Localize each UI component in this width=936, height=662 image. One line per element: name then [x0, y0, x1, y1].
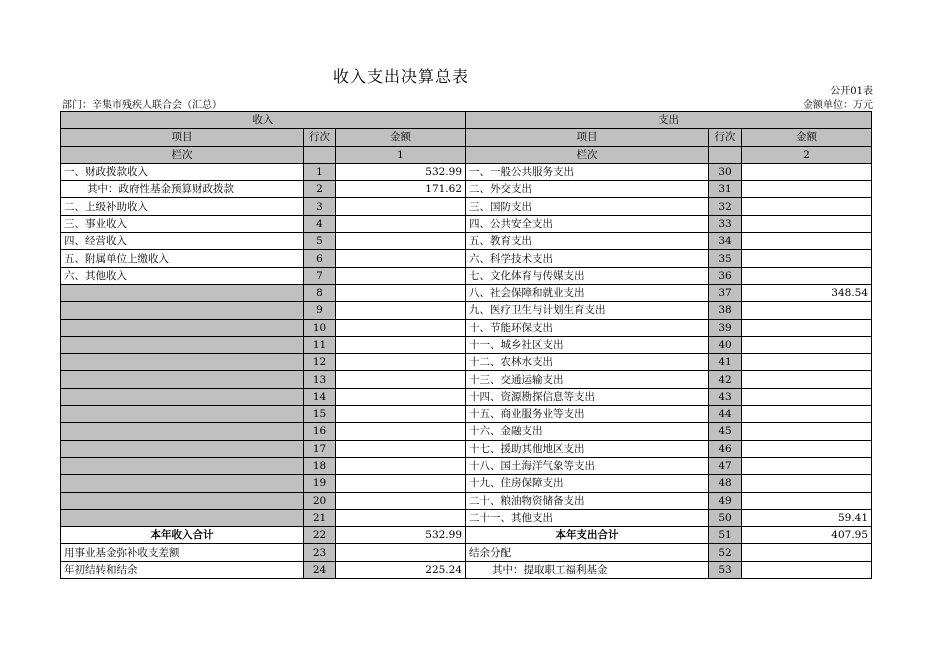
- expense-amount-cell: [742, 388, 872, 405]
- table-body: [61, 163, 872, 578]
- expense-item-cell: 十、节能环保支出: [466, 319, 709, 336]
- expense-amount-cell: [742, 181, 872, 198]
- table-row: [61, 544, 872, 561]
- income-amount-cell: [336, 354, 466, 371]
- income-item-cell: 本年收入合计: [61, 527, 304, 544]
- income-line-cell: 2: [304, 181, 336, 198]
- income-line-cell: 18: [304, 457, 336, 474]
- income-amount-cell: [336, 336, 466, 353]
- expense-amount-cell: [742, 406, 872, 423]
- table-row: [61, 233, 872, 250]
- income-line-cell: 24: [304, 561, 336, 578]
- expense-amount-cell: [742, 423, 872, 440]
- expense-amount-cell: [742, 267, 872, 284]
- table-row: [61, 336, 872, 353]
- income-line-cell: 10: [304, 319, 336, 336]
- income-item-cell: [61, 388, 304, 405]
- income-amount-cell: [336, 215, 466, 232]
- table-row: [61, 388, 872, 405]
- table-row: [61, 440, 872, 457]
- expense-line-cell: 49: [709, 492, 742, 509]
- expense-item-cell: 六、科学技术支出: [466, 250, 709, 267]
- expense-line-cell: 33: [709, 215, 742, 232]
- expense-amount-cell: [742, 215, 872, 232]
- table-row: [61, 181, 872, 198]
- income-item-cell: [61, 406, 304, 423]
- table-row: [61, 267, 872, 284]
- income-line-cell: 9: [304, 302, 336, 319]
- income-item-cell: [61, 371, 304, 388]
- expense-item-cell: 九、医疗卫生与计划生育支出: [466, 302, 709, 319]
- expense-amount-cell: [742, 163, 872, 180]
- income-line-cell: 4: [304, 215, 336, 232]
- income-line-cell: 22: [304, 527, 336, 544]
- income-item-cell: [61, 319, 304, 336]
- income-item-cell: [61, 284, 304, 301]
- income-item-header: 项目: [61, 129, 304, 146]
- income-section-header: 收入: [61, 112, 466, 129]
- income-item-cell: [61, 440, 304, 457]
- expense-line-cell: 41: [709, 354, 742, 371]
- expense-item-cell: 十八、国土海洋气象等支出: [466, 457, 709, 474]
- expense-line-cell: 48: [709, 475, 742, 492]
- table-row: [61, 163, 872, 180]
- expense-line-cell: 51: [709, 527, 742, 544]
- table-row: [61, 492, 872, 509]
- expense-column-blank: [709, 146, 742, 163]
- income-line-cell: 21: [304, 509, 336, 526]
- income-item-cell: [61, 475, 304, 492]
- income-column-number: 1: [336, 146, 466, 163]
- expense-line-cell: 47: [709, 457, 742, 474]
- table-row: [61, 354, 872, 371]
- expense-amount-cell: [742, 457, 872, 474]
- income-item-cell: [61, 336, 304, 353]
- income-line-cell: 15: [304, 406, 336, 423]
- income-amount-cell: [336, 250, 466, 267]
- table-row: [61, 457, 872, 474]
- income-amount-cell: [336, 509, 466, 526]
- expense-item-cell: 八、社会保障和就业支出: [466, 284, 709, 301]
- form-id-label: 公开01表: [830, 86, 873, 97]
- expense-line-cell: 50: [709, 509, 742, 526]
- income-item-cell: 用事业基金弥补收支差额: [61, 544, 304, 561]
- income-line-cell: 6: [304, 250, 336, 267]
- income-amount-cell: 171.62: [336, 181, 466, 198]
- income-line-cell: 1: [304, 163, 336, 180]
- department-label: 部门：辛集市残疾人联合会（汇总）: [62, 100, 222, 111]
- table-row: [61, 198, 872, 215]
- income-amount-cell: [336, 198, 466, 215]
- table-row: [61, 371, 872, 388]
- expense-line-cell: 38: [709, 302, 742, 319]
- income-item-cell: 六、其他收入: [61, 267, 304, 284]
- income-line-cell: 13: [304, 371, 336, 388]
- income-item-cell: [61, 457, 304, 474]
- expense-line-header: 行次: [709, 129, 742, 146]
- expense-item-cell: 十六、金融支出: [466, 423, 709, 440]
- income-amount-cell: [336, 475, 466, 492]
- expense-amount-cell: [742, 561, 872, 578]
- income-line-cell: 11: [304, 336, 336, 353]
- income-amount-cell: [336, 423, 466, 440]
- expense-column-label: 栏次: [466, 146, 709, 163]
- income-item-cell: 三、事业收入: [61, 215, 304, 232]
- income-column-label: 栏次: [61, 146, 304, 163]
- expense-amount-cell: [742, 302, 872, 319]
- income-line-cell: 17: [304, 440, 336, 457]
- income-item-cell: [61, 509, 304, 526]
- expense-line-cell: 34: [709, 233, 742, 250]
- expense-line-cell: 32: [709, 198, 742, 215]
- income-line-cell: 3: [304, 198, 336, 215]
- expense-amount-cell: [742, 250, 872, 267]
- expense-item-cell: 结余分配: [466, 544, 709, 561]
- income-expense-table: [60, 111, 872, 579]
- expense-item-cell: 十二、农林水支出: [466, 354, 709, 371]
- income-line-cell: 12: [304, 354, 336, 371]
- income-item-cell: 一、财政拨款收入: [61, 163, 304, 180]
- income-line-cell: 8: [304, 284, 336, 301]
- expense-amount-cell: [742, 492, 872, 509]
- income-line-cell: 16: [304, 423, 336, 440]
- page-title: 收入支出决算总表: [332, 67, 469, 86]
- expense-line-cell: 36: [709, 267, 742, 284]
- expense-line-cell: 40: [709, 336, 742, 353]
- expense-line-cell: 43: [709, 388, 742, 405]
- expense-item-cell: 二、外交支出: [466, 181, 709, 198]
- income-amount-cell: [336, 492, 466, 509]
- expense-item-cell: 三、国防支出: [466, 198, 709, 215]
- income-item-cell: 二、上级补助收入: [61, 198, 304, 215]
- expense-line-cell: 35: [709, 250, 742, 267]
- income-line-cell: 5: [304, 233, 336, 250]
- income-amount-cell: 532.99: [336, 527, 466, 544]
- income-amount-cell: [336, 267, 466, 284]
- expense-line-cell: 37: [709, 284, 742, 301]
- expense-amount-cell: 407.95: [742, 527, 872, 544]
- expense-amount-cell: [742, 371, 872, 388]
- income-line-cell: 20: [304, 492, 336, 509]
- amount-unit-label: 金额单位：万元: [803, 100, 873, 111]
- expense-line-cell: 31: [709, 181, 742, 198]
- income-amount-cell: [336, 233, 466, 250]
- income-item-cell: [61, 354, 304, 371]
- expense-item-cell: 二十一、其他支出: [466, 509, 709, 526]
- income-item-cell: [61, 492, 304, 509]
- income-line-cell: 14: [304, 388, 336, 405]
- table-row: [61, 527, 872, 544]
- expense-item-cell: 十九、住房保障支出: [466, 475, 709, 492]
- expense-section-header: 支出: [466, 112, 872, 129]
- expense-item-cell: 其中：提取职工福利基金: [466, 561, 709, 578]
- expense-amount-cell: [742, 354, 872, 371]
- expense-item-cell: 十三、交通运输支出: [466, 371, 709, 388]
- expense-amount-cell: [742, 544, 872, 561]
- expense-column-number: 2: [742, 146, 872, 163]
- expense-line-cell: 46: [709, 440, 742, 457]
- income-line-cell: 23: [304, 544, 336, 561]
- expense-line-cell: 42: [709, 371, 742, 388]
- expense-amount-cell: 59.41: [742, 509, 872, 526]
- income-item-cell: 年初结转和结余: [61, 561, 304, 578]
- income-amount-cell: [336, 371, 466, 388]
- expense-amount-cell: 348.54: [742, 284, 872, 301]
- expense-line-cell: 52: [709, 544, 742, 561]
- income-line-cell: 7: [304, 267, 336, 284]
- expense-amount-cell: [742, 198, 872, 215]
- income-item-cell: [61, 302, 304, 319]
- income-amount-cell: 532.99: [336, 163, 466, 180]
- expense-line-cell: 53: [709, 561, 742, 578]
- expense-item-cell: 四、公共安全支出: [466, 215, 709, 232]
- expense-item-cell: 本年支出合计: [466, 527, 709, 544]
- expense-amount-cell: [742, 440, 872, 457]
- expense-amount-cell: [742, 475, 872, 492]
- expense-amount-cell: [742, 336, 872, 353]
- table-row: [61, 302, 872, 319]
- table-row: [61, 406, 872, 423]
- income-amount-header: 金额: [336, 129, 466, 146]
- income-amount-cell: [336, 440, 466, 457]
- expense-item-cell: 五、教育支出: [466, 233, 709, 250]
- income-amount-cell: [336, 302, 466, 319]
- expense-amount-cell: [742, 233, 872, 250]
- income-amount-cell: [336, 406, 466, 423]
- table-row: [61, 250, 872, 267]
- expense-amount-header: 金额: [742, 129, 872, 146]
- income-amount-cell: [336, 284, 466, 301]
- expense-item-cell: 二十、粮油物资储备支出: [466, 492, 709, 509]
- expense-item-header: 项目: [466, 129, 709, 146]
- table-row: [61, 509, 872, 526]
- expense-item-cell: 七、文化体育与传媒支出: [466, 267, 709, 284]
- expense-item-cell: 十一、城乡社区支出: [466, 336, 709, 353]
- income-item-cell: [61, 423, 304, 440]
- table-row: [61, 319, 872, 336]
- expense-line-cell: 30: [709, 163, 742, 180]
- expense-item-cell: 十四、资源勘探信息等支出: [466, 388, 709, 405]
- income-line-header: 行次: [304, 129, 336, 146]
- income-item-cell: 五、附属单位上缴收入: [61, 250, 304, 267]
- income-amount-cell: [336, 388, 466, 405]
- table-row: [61, 284, 872, 301]
- expense-item-cell: 一、一般公共服务支出: [466, 163, 709, 180]
- expense-line-cell: 45: [709, 423, 742, 440]
- income-amount-cell: [336, 457, 466, 474]
- income-column-blank: [304, 146, 336, 163]
- expense-amount-cell: [742, 319, 872, 336]
- expense-line-cell: 39: [709, 319, 742, 336]
- income-item-cell: 四、经营收入: [61, 233, 304, 250]
- table-row: [61, 215, 872, 232]
- income-amount-cell: 225.24: [336, 561, 466, 578]
- expense-item-cell: 十七、援助其他地区支出: [466, 440, 709, 457]
- expense-line-cell: 44: [709, 406, 742, 423]
- table-row: [61, 561, 872, 578]
- income-amount-cell: [336, 319, 466, 336]
- income-line-cell: 19: [304, 475, 336, 492]
- income-item-cell: 其中：政府性基金预算财政拨款: [61, 181, 304, 198]
- table-row: [61, 423, 872, 440]
- expense-item-cell: 十五、商业服务业等支出: [466, 406, 709, 423]
- income-amount-cell: [336, 544, 466, 561]
- table-row: [61, 475, 872, 492]
